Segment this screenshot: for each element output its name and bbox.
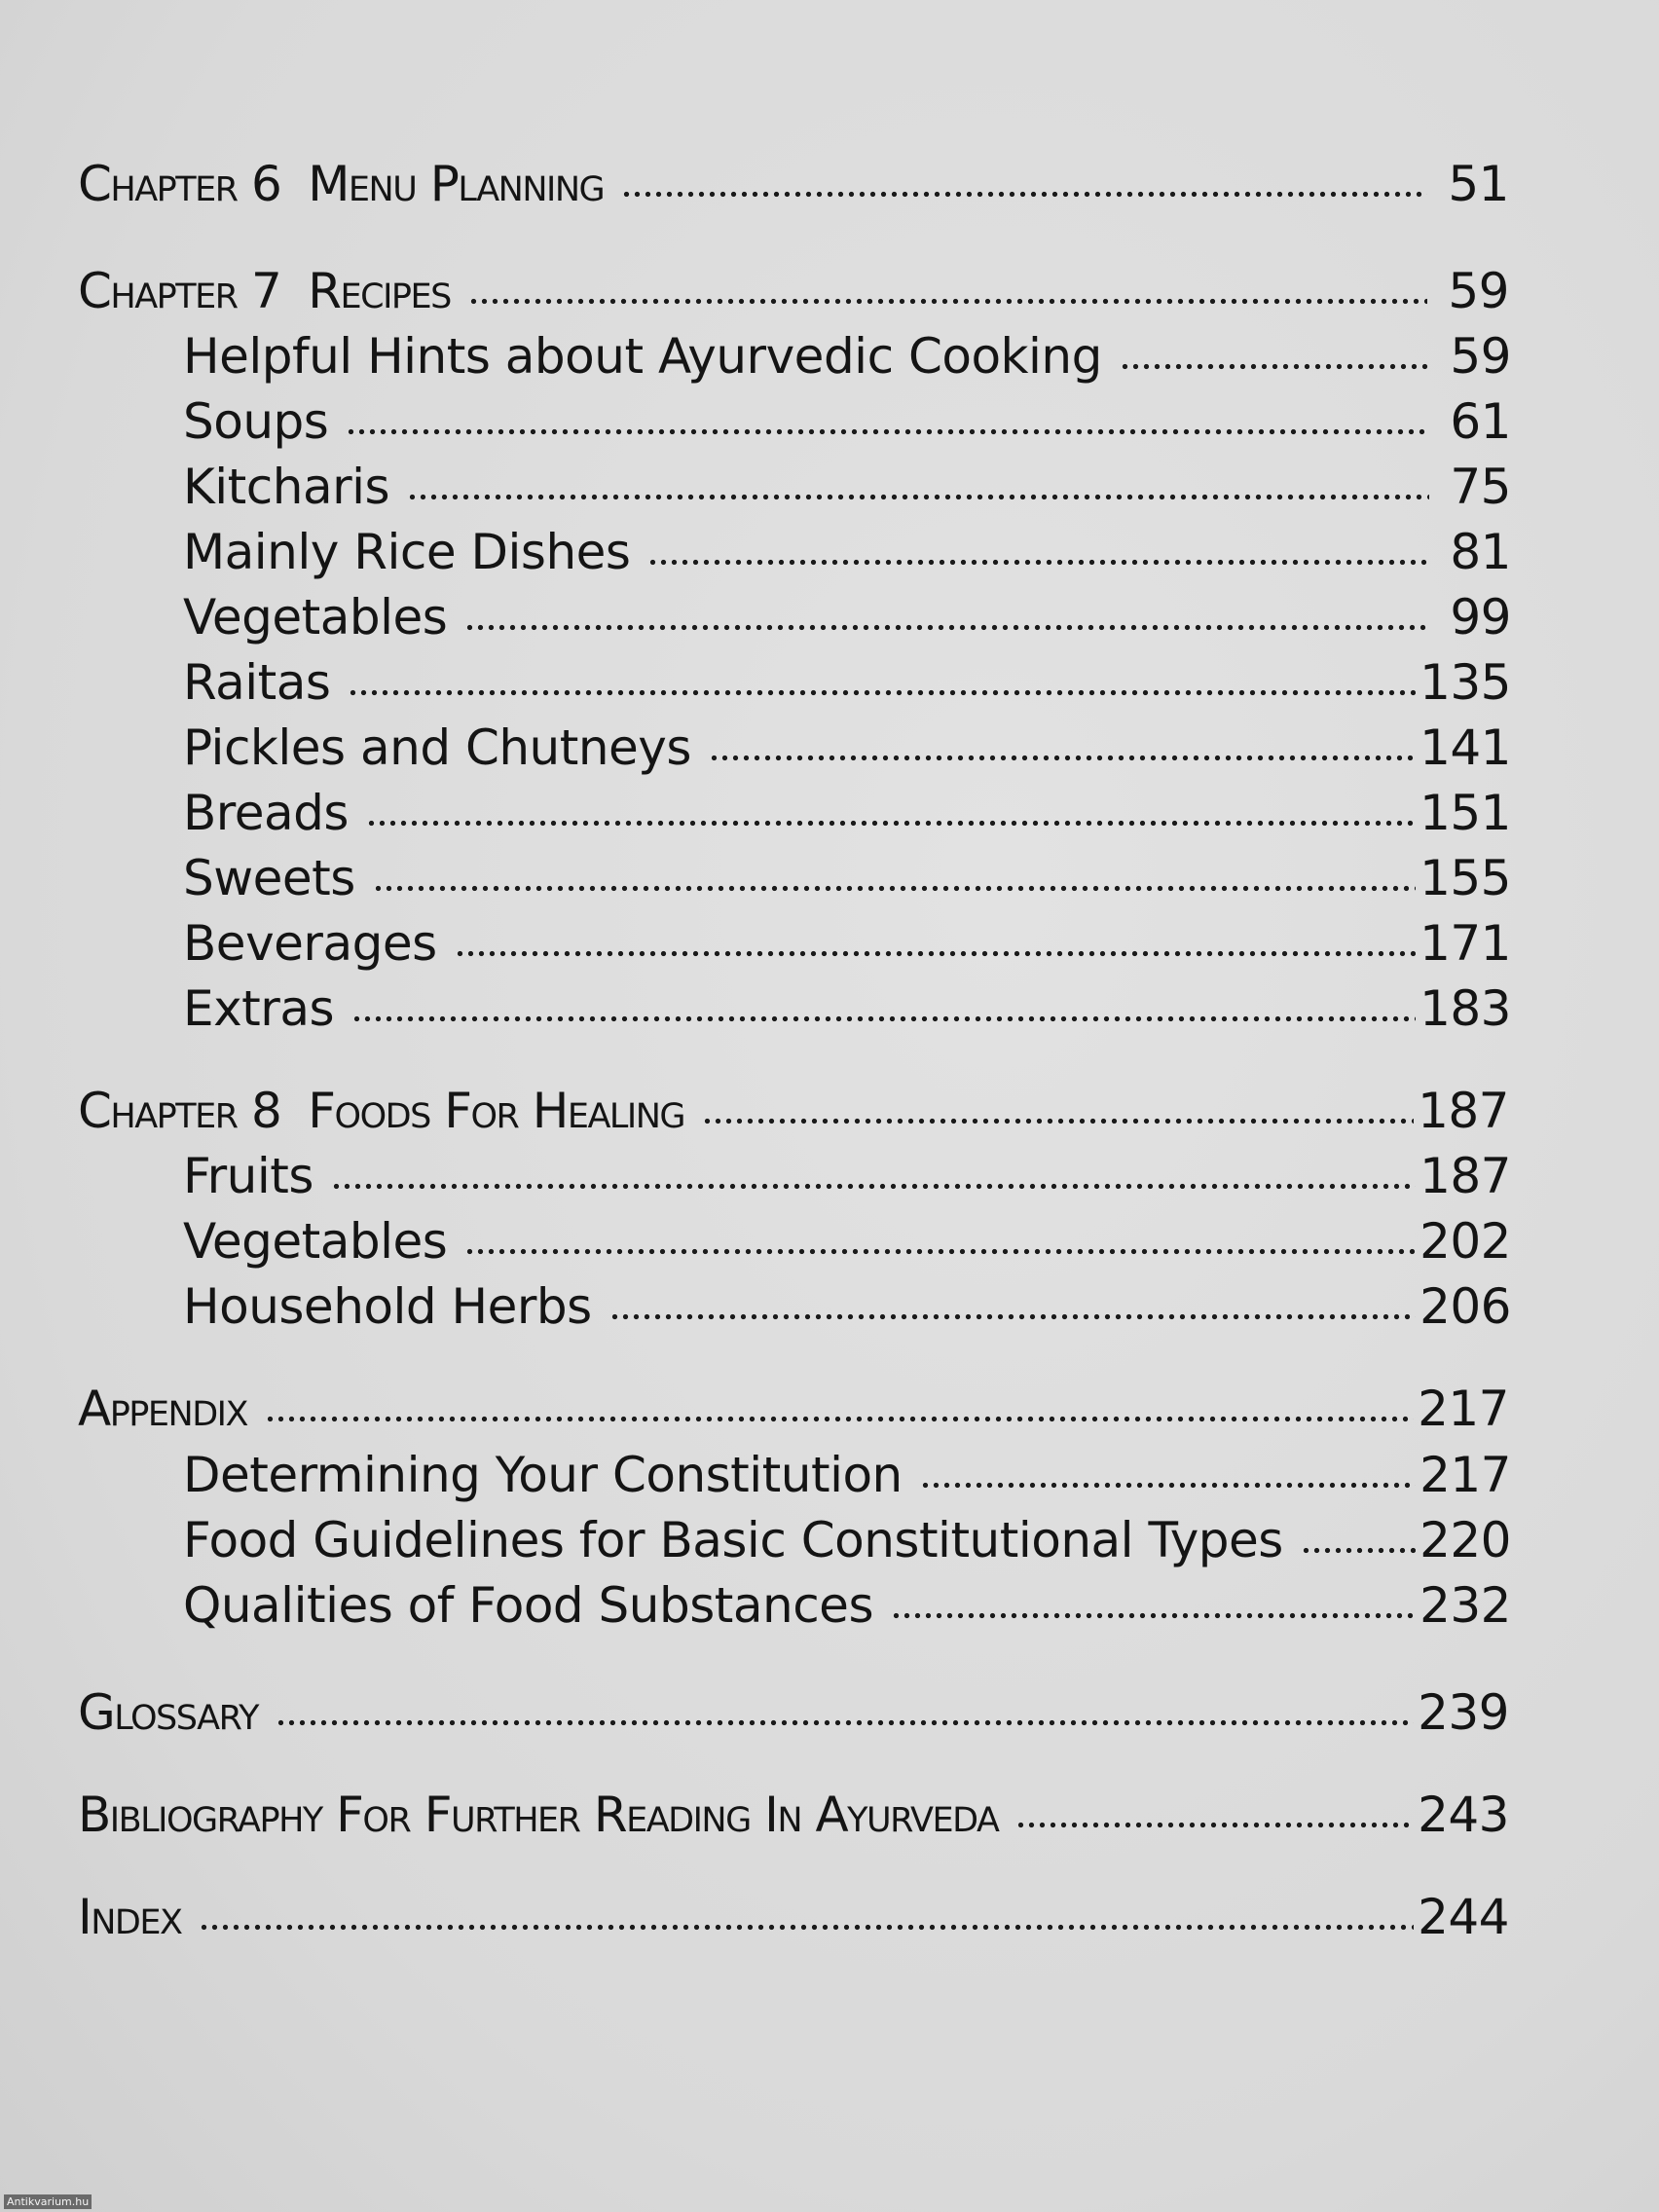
toc-entry-chapter-6 [78, 156, 1509, 212]
toc-entry-label: Helpful Hints about Ayurvedic Cooking [183, 328, 1102, 385]
toc-entry-sweets [183, 850, 1511, 906]
dot-leader [455, 946, 1416, 960]
dot-leader [468, 294, 1427, 308]
toc-entry-rice-dishes [183, 524, 1511, 580]
dot-leader [199, 1920, 1414, 1934]
toc-entry-kitcharis [183, 459, 1511, 515]
dot-leader [265, 1412, 1414, 1425]
chapter-title: Recipes [308, 263, 451, 319]
toc-entry-label: Mainly Rice Dishes [183, 524, 631, 580]
dot-leader [351, 1012, 1416, 1025]
toc-entry-beverages [183, 915, 1511, 972]
toc-entry-label: Glossary [78, 1684, 259, 1741]
page-number: 61 [1450, 393, 1511, 450]
page-number: 239 [1418, 1684, 1509, 1741]
toc-entry-label: Bibliography For Further Reading In Ayurveda [78, 1787, 999, 1843]
toc-entry-food-guidelines [183, 1512, 1511, 1568]
page-number: 206 [1419, 1278, 1511, 1335]
toc-entry-label: Raitas [183, 654, 331, 711]
page-number: 187 [1418, 1083, 1509, 1139]
chapter-number: Chapter 7 [78, 263, 281, 319]
page-number: 81 [1450, 524, 1511, 580]
dot-leader [621, 187, 1427, 201]
toc-entry-determining-constitution [183, 1447, 1511, 1503]
dot-leader [346, 424, 1429, 438]
page-number: 75 [1450, 459, 1511, 515]
page-number: 171 [1419, 915, 1511, 972]
toc-entry-appendix [78, 1381, 1509, 1437]
dot-leader [1301, 1543, 1416, 1557]
page-number: 187 [1419, 1148, 1511, 1204]
toc-entry-pickles-chutneys [183, 719, 1511, 776]
page-number: 244 [1418, 1889, 1509, 1945]
dot-leader [276, 1715, 1414, 1729]
chapter-number: Chapter 8 [78, 1083, 281, 1139]
dot-leader [920, 1478, 1416, 1492]
dot-leader [891, 1608, 1416, 1622]
page-number: 59 [1450, 328, 1511, 385]
toc-entry-healing-vegetables [183, 1213, 1511, 1270]
toc-entry-label [78, 263, 468, 319]
toc-entry-label: Vegetables [183, 1213, 448, 1270]
page-number: 202 [1419, 1213, 1511, 1270]
toc-entry-label: Food Guidelines for Basic Constitutional Types [183, 1512, 1283, 1568]
toc-entry-label: Determining Your Constitution [183, 1447, 903, 1503]
toc-entry-label: Pickles and Chutneys [183, 719, 691, 776]
dot-leader [464, 1244, 1416, 1258]
page-number: 243 [1418, 1787, 1509, 1843]
toc-entry-label: Appendix [78, 1381, 247, 1437]
page-number: 99 [1450, 589, 1511, 645]
site-watermark: Antikvarium.hu [4, 2194, 92, 2209]
toc-entry-label: Kitcharis [183, 459, 390, 515]
toc-entry-fruits [183, 1148, 1511, 1204]
toc-entry-label: Sweets [183, 850, 355, 906]
dot-leader [609, 1309, 1416, 1323]
dot-leader [373, 881, 1416, 895]
toc-entry-glossary [78, 1684, 1509, 1741]
toc-entry-label [78, 1083, 702, 1139]
toc-entry-extras [183, 980, 1511, 1037]
dot-leader [709, 751, 1416, 764]
toc-entry-label [78, 156, 621, 212]
toc-entry-label: Qualities of Food Substances [183, 1577, 873, 1634]
dot-leader [366, 816, 1416, 830]
toc-entry-raitas [183, 654, 1511, 711]
chapter-number: Chapter 6 [78, 156, 281, 212]
page-number: 135 [1419, 654, 1511, 711]
toc-entry-food-qualities [183, 1577, 1511, 1634]
toc-entry-helpful-hints [183, 328, 1511, 385]
page-number: 141 [1419, 719, 1511, 776]
page-number: 217 [1419, 1447, 1511, 1503]
dot-leader [1015, 1818, 1414, 1831]
dot-leader [407, 490, 1429, 503]
page-number: 51 [1448, 156, 1509, 212]
toc-entry-vegetables [183, 589, 1511, 645]
page-number: 220 [1419, 1512, 1511, 1568]
toc-entry-label: Extras [183, 980, 335, 1037]
chapter-title: Foods For Healing [308, 1083, 685, 1139]
toc-entry-chapter-8 [78, 1083, 1509, 1139]
toc-entry-household-herbs [183, 1278, 1511, 1335]
toc-entry-label: Soups [183, 393, 329, 450]
page-number: 155 [1419, 850, 1511, 906]
page-number: 183 [1419, 980, 1511, 1037]
page-number: 59 [1448, 263, 1509, 319]
toc-entry-index [78, 1889, 1509, 1945]
dot-leader [464, 620, 1429, 634]
toc-entry-soups [183, 393, 1511, 450]
toc-entry-label: Household Herbs [183, 1278, 592, 1335]
toc-entry-chapter-7 [78, 263, 1509, 319]
dot-leader [1120, 359, 1429, 373]
toc-entry-label: Beverages [183, 915, 437, 972]
page-number: 151 [1419, 785, 1511, 841]
chapter-title: Menu Planning [308, 156, 605, 212]
dot-leader [702, 1114, 1414, 1127]
dot-leader [348, 685, 1416, 699]
dot-leader [647, 555, 1429, 569]
page-number: 232 [1419, 1577, 1511, 1634]
page-number: 217 [1418, 1381, 1509, 1437]
toc-entry-breads [183, 785, 1511, 841]
toc-entry-label: Vegetables [183, 589, 448, 645]
toc-entry-label: Index [78, 1889, 182, 1945]
dot-leader [331, 1179, 1416, 1193]
toc-entry-label: Fruits [183, 1148, 313, 1204]
toc-entry-bibliography [78, 1787, 1509, 1843]
toc-entry-label: Breads [183, 785, 349, 841]
